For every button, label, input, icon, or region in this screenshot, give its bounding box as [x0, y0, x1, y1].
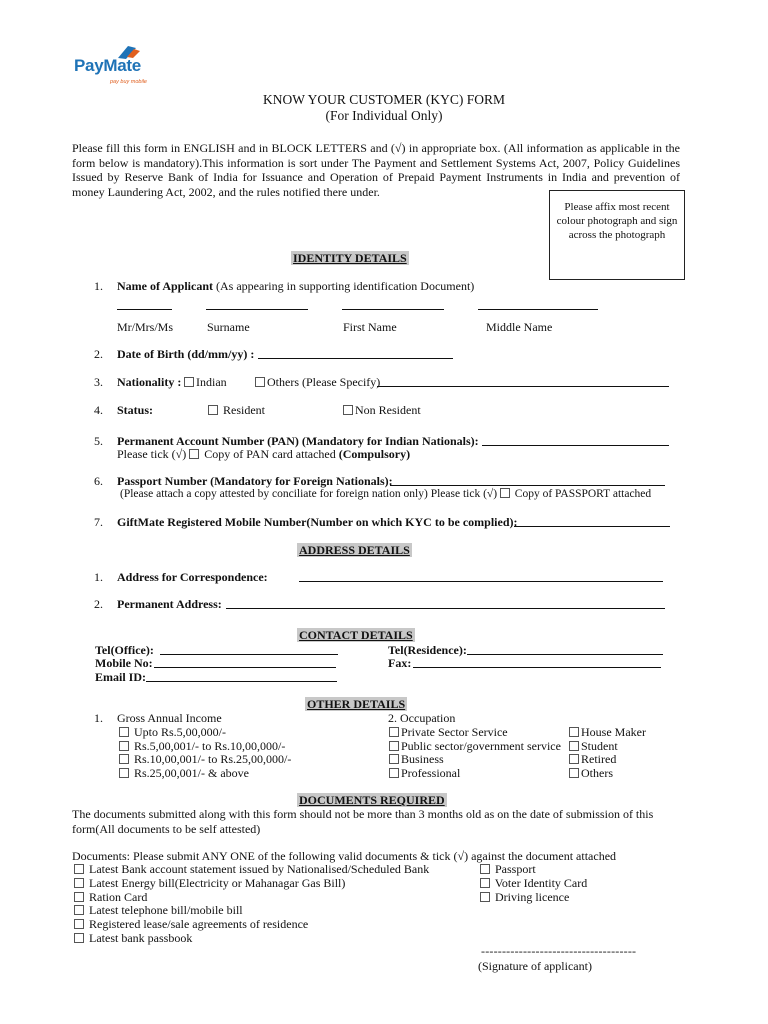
checkbox-icon[interactable] [74, 878, 84, 888]
checkbox-icon[interactable] [208, 405, 218, 415]
name-col-first: First Name [343, 320, 397, 334]
checkbox-icon[interactable] [74, 905, 84, 915]
q3-number: 3. [94, 375, 103, 389]
checkbox-icon[interactable] [119, 741, 129, 751]
q7-question: GiftMate Registered Mobile Number(Number on which KYC to be complied): [117, 515, 518, 529]
documents-note: The documents submitted along with this form should not be more than 3 months old as on the date of submission of this form(All documents to be self attested) [72, 807, 654, 836]
nationality-specify-field[interactable] [377, 376, 669, 387]
a2-question: Permanent Address: [117, 597, 222, 611]
tel-residence-field[interactable] [467, 644, 663, 655]
occupation-others[interactable]: Others [569, 766, 613, 781]
checkbox-icon[interactable] [119, 768, 129, 778]
checkbox-icon[interactable] [119, 754, 129, 764]
fax-field[interactable] [413, 657, 661, 668]
documents-instruction: Documents: Please submit ANY ONE of the following valid documents & tick (√) against the document attached [72, 849, 617, 863]
occupation-label: 2. Occupation [388, 711, 456, 725]
checkbox-icon[interactable] [569, 754, 579, 764]
checkbox-icon[interactable] [343, 405, 353, 415]
name-line-surname[interactable] [206, 309, 308, 310]
a2-number: 2. [94, 597, 103, 611]
checkbox-icon[interactable] [389, 754, 399, 764]
name-line-middle[interactable] [478, 309, 598, 310]
logo-tagline: pay buy mobile [110, 79, 147, 85]
email-label: Email ID: [95, 670, 146, 684]
q2-question: Date of Birth (dd/mm/yy) : [117, 347, 255, 361]
contact-heading: CONTACT DETAILS [299, 628, 413, 642]
tel-office-field[interactable] [160, 644, 338, 655]
occupation-private[interactable]: Private Sector Service [389, 725, 508, 740]
income-option-2[interactable]: Rs.5,00,001/- to Rs.10,00,000/- [119, 739, 285, 754]
nationality-others-option[interactable]: Others (Please Specify) [255, 375, 380, 390]
checkbox-icon[interactable] [74, 892, 84, 902]
signature-line[interactable]: ------------------------------------- [481, 944, 637, 958]
pan-copy-checkbox[interactable] [189, 449, 199, 459]
name-col-title: Mr/Mrs/Ms [117, 320, 174, 334]
q6-number: 6. [94, 474, 103, 488]
photo-box [549, 190, 685, 280]
permanent-address-field[interactable] [226, 598, 665, 609]
form-title: KNOW YOUR CUSTOMER (KYC) FORM [262, 92, 506, 107]
doc-bank-passbook[interactable]: Latest bank passbook [74, 931, 192, 946]
q3-question: Nationality : [117, 375, 182, 389]
checkbox-icon[interactable] [74, 864, 84, 874]
checkbox-icon[interactable] [389, 741, 399, 751]
doc-passport[interactable]: Passport [480, 862, 536, 877]
income-option-3[interactable]: Rs.10,00,001/- to Rs.25,00,000/- [119, 752, 291, 767]
q5-question: Permanent Account Number (PAN) (Mandatory for Indian Nationals): [117, 434, 479, 448]
identity-heading: IDENTITY DETAILS [293, 251, 407, 265]
email-field[interactable] [146, 671, 337, 682]
occupation-public[interactable]: Public sector/government service [389, 739, 561, 754]
checkbox-icon[interactable] [389, 727, 399, 737]
income-option-4[interactable]: Rs.25,00,001/- & above [119, 766, 249, 781]
q2-number: 2. [94, 347, 103, 361]
q6-question: Passport Number (Mandatory for Foreign Nationals): [117, 474, 393, 488]
occupation-retired[interactable]: Retired [569, 752, 616, 767]
occupation-business[interactable]: Business [389, 752, 444, 767]
intro-paragraph: Please fill this form in ENGLISH and in BLOCK LETTERS and (√) in appropriate box. (All information as applicable in the form below is mandatory).This information is sort under The Payment and Settlement Systems Act, 2007, Policy Guidelines Issued by Reserve Bank of India for Issuance and Operation of Prepaid Payment Instruments in India and prevention of money Laundering Act, 2002, and the rules notified there under. [72, 141, 680, 199]
signature-label: (Signature of applicant) [478, 959, 592, 973]
name-line-title[interactable] [117, 309, 172, 310]
q4-number: 4. [94, 403, 103, 417]
documents-heading: DOCUMENTS REQUIRED [299, 793, 445, 807]
form-subtitle: (For Individual Only) [325, 108, 443, 123]
mobile-kyc-field[interactable] [514, 516, 670, 527]
checkbox-icon[interactable] [480, 878, 490, 888]
checkbox-icon[interactable] [119, 727, 129, 737]
checkbox-icon[interactable] [569, 741, 579, 751]
address-heading: ADDRESS DETAILS [299, 543, 410, 557]
other-heading: OTHER DETAILS [307, 697, 406, 711]
q1-number: 1. [94, 279, 103, 293]
income-option-1[interactable]: Upto Rs.5,00,000/- [119, 725, 226, 740]
status-resident-option[interactable]: Resident [208, 403, 265, 418]
logo-wordmark: PayMate [74, 56, 141, 75]
passport-field[interactable] [390, 475, 665, 486]
checkbox-icon[interactable] [389, 768, 399, 778]
passport-copy-checkbox[interactable] [500, 488, 510, 498]
checkbox-icon[interactable] [569, 768, 579, 778]
mobile-field[interactable] [154, 657, 336, 668]
income-label: Gross Annual Income [117, 711, 222, 725]
name-col-middle: Middle Name [486, 320, 553, 334]
paymate-logo [74, 44, 174, 94]
checkbox-icon[interactable] [184, 377, 194, 387]
occupation-student[interactable]: Student [569, 739, 618, 754]
a1-question: Address for Correspondence: [117, 570, 268, 584]
q4-question: Status: [117, 403, 154, 417]
q5-tick-line: Please tick (√) Copy of PAN card attached (Compulsory) [117, 447, 411, 461]
occupation-housemaker[interactable]: House Maker [569, 725, 646, 740]
pan-field[interactable] [482, 435, 669, 446]
name-line-first[interactable] [342, 309, 444, 310]
tel-office-label: Tel(Office): [95, 643, 154, 657]
occupation-professional[interactable]: Professional [389, 766, 460, 781]
doc-ration-card[interactable]: Ration Card [74, 890, 147, 905]
fax-label: Fax: [388, 656, 412, 670]
photo-box-text: Please affix most recent colour photograph and sign across the photograph [556, 201, 678, 241]
doc-lease-agreement[interactable]: Registered lease/sale agreements of residence [74, 917, 308, 932]
doc-telephone-bill[interactable]: Latest telephone bill/mobile bill [74, 903, 243, 918]
dob-field[interactable] [258, 348, 453, 359]
q5-number: 5. [94, 434, 103, 448]
checkbox-icon[interactable] [74, 933, 84, 943]
q1-question: Name of Applicant (As appearing in supporting identification Document) [117, 279, 475, 293]
checkbox-icon[interactable] [480, 892, 490, 902]
doc-voter-id[interactable]: Voter Identity Card [480, 876, 587, 891]
a1-number: 1. [94, 570, 103, 584]
name-col-surname: Surname [207, 320, 250, 334]
nationality-indian-option[interactable]: Indian [184, 375, 227, 390]
doc-bank-statement[interactable]: Latest Bank account statement issued by Nationalised/Scheduled Bank [74, 862, 429, 877]
checkbox-icon[interactable] [255, 377, 265, 387]
correspondence-address-field[interactable] [299, 571, 663, 582]
q7-number: 7. [94, 515, 103, 529]
mobile-label: Mobile No: [95, 656, 153, 670]
checkbox-icon[interactable] [569, 727, 579, 737]
doc-driving-licence[interactable]: Driving licence [480, 890, 569, 905]
q6-tick-line: (Please attach a copy attested by conciliate for foreign nation only) Please tick (√) Copy of PASSPORT attached [120, 488, 652, 500]
checkbox-icon[interactable] [74, 919, 84, 929]
status-nonresident-option[interactable]: Non Resident [343, 403, 421, 418]
checkbox-icon[interactable] [480, 864, 490, 874]
doc-energy-bill[interactable]: Latest Energy bill(Electricity or Mahanagar Gas Bill) [74, 876, 345, 891]
tel-residence-label: Tel(Residence): [388, 643, 467, 657]
income-number: 1. [94, 711, 103, 725]
